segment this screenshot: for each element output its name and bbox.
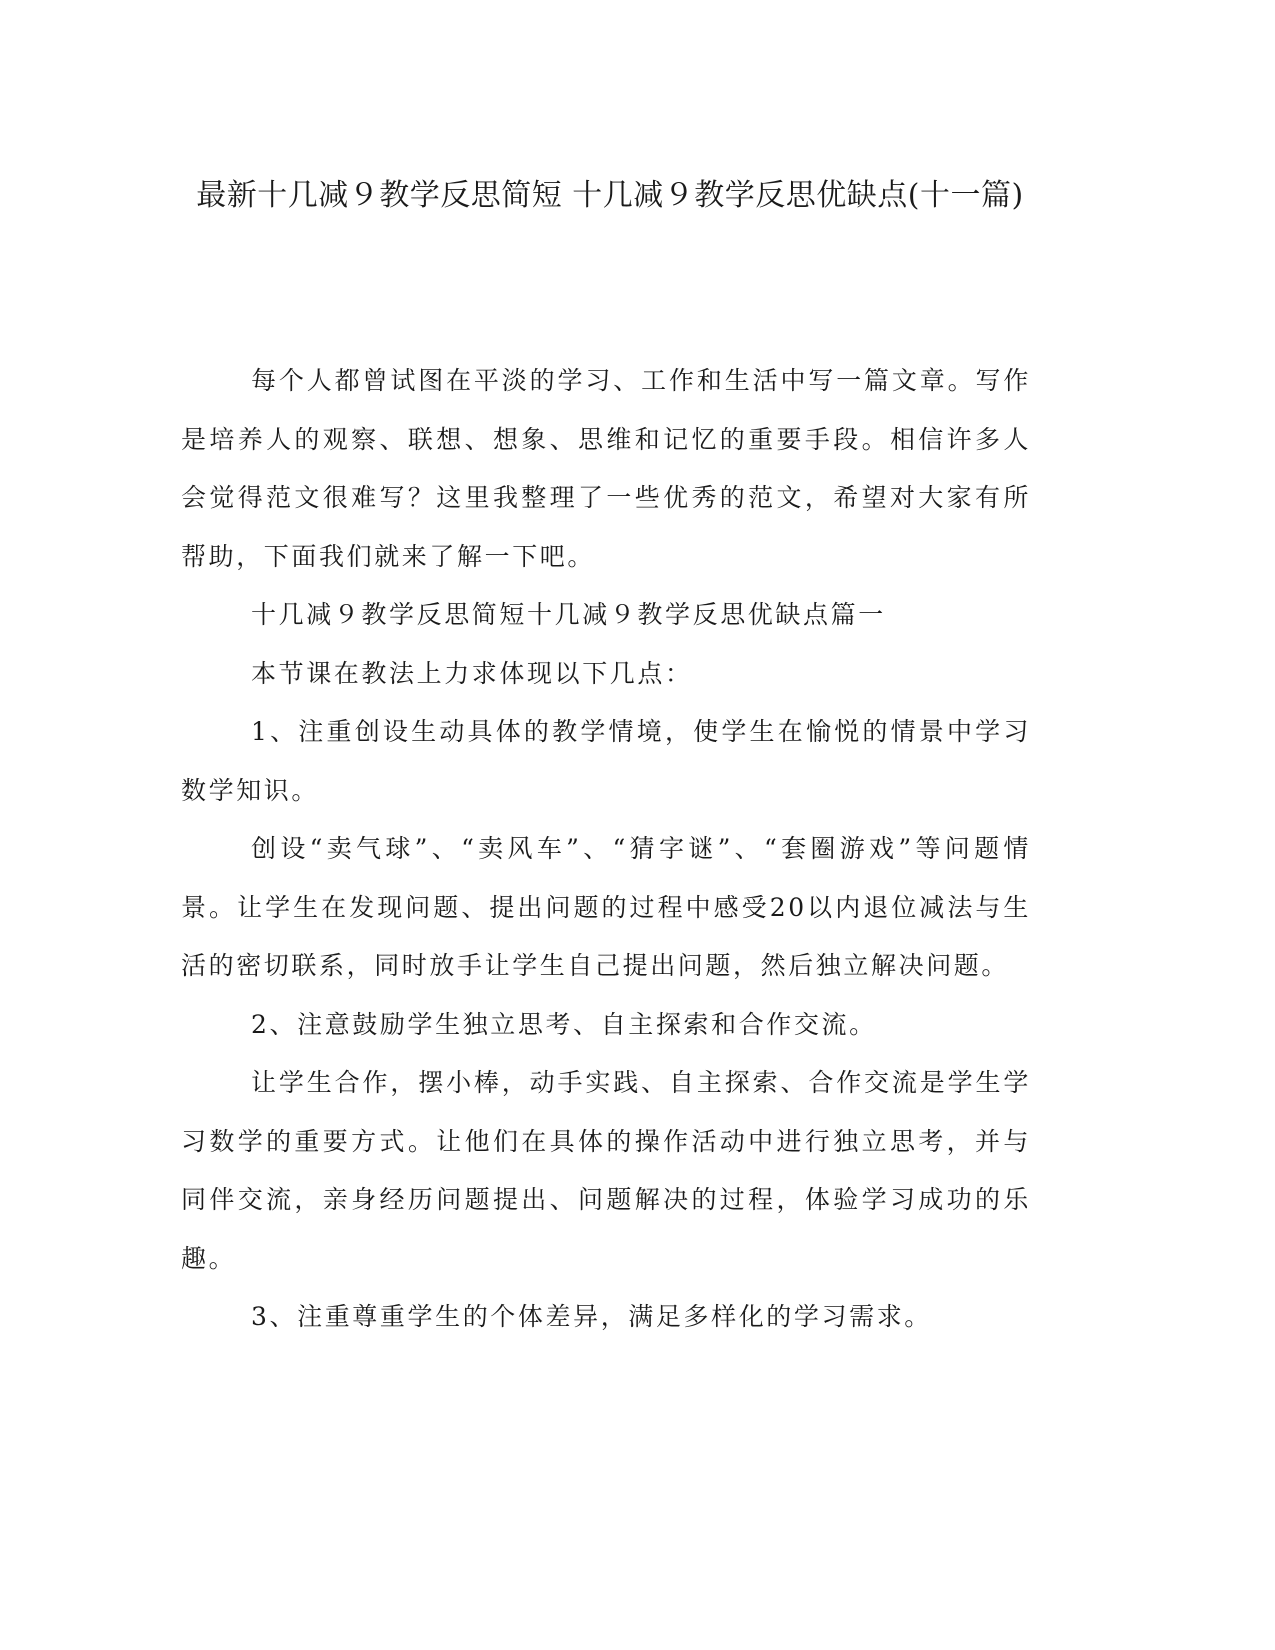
paragraph: 本节课在教法上力求体现以下几点：	[251, 658, 693, 688]
document-title: 最新十几减９教学反思简短 十几减９教学反思优缺点(十一篇)	[196, 178, 1024, 213]
document-body	[181, 352, 1031, 1347]
numbered-point: 1、注重创设生动具体的教学情境，使学生在愉悦的情景中学习数学知识。	[181, 717, 1031, 805]
intro-paragraph: 每个人都曾试图在平淡的学习、工作和生活中写一篇文章。写作是培养人的观察、联想、想象、思维和记忆的重要手段。相信许多人会觉得范文很难写？这里我整理了一些优秀的范文，希望对大家有所帮助，下面我们就来了解一下吧。	[181, 366, 1031, 571]
section-heading: 十几减９教学反思简短十几减９教学反思优缺点篇一	[251, 600, 886, 629]
numbered-point: 3、注重尊重学生的个体差异，满足多样化的学习需求。	[251, 1302, 932, 1331]
numbered-point: 2、注意鼓励学生独立思考、自主探索和合作交流。	[251, 1009, 877, 1039]
paragraph: 让学生合作，摆小棒，动手实践、自主探索、合作交流是学生学习数学的重要方式。让他们在具体的操作活动中进行独立思考，并与同伴交流，亲身经历问题提出、问题解决的过程，体验学习成功的乐趣。	[181, 1068, 1031, 1273]
paragraph: 创设“卖气球”、“卖风车”、“猜字谜”、“套圈游戏”等问题情景。让学生在发现问题、提出问题的过程中感受20以内退位减法与生活的密切联系，同时放手让学生自己提出问题，然后独立解决问题。	[181, 834, 1031, 980]
